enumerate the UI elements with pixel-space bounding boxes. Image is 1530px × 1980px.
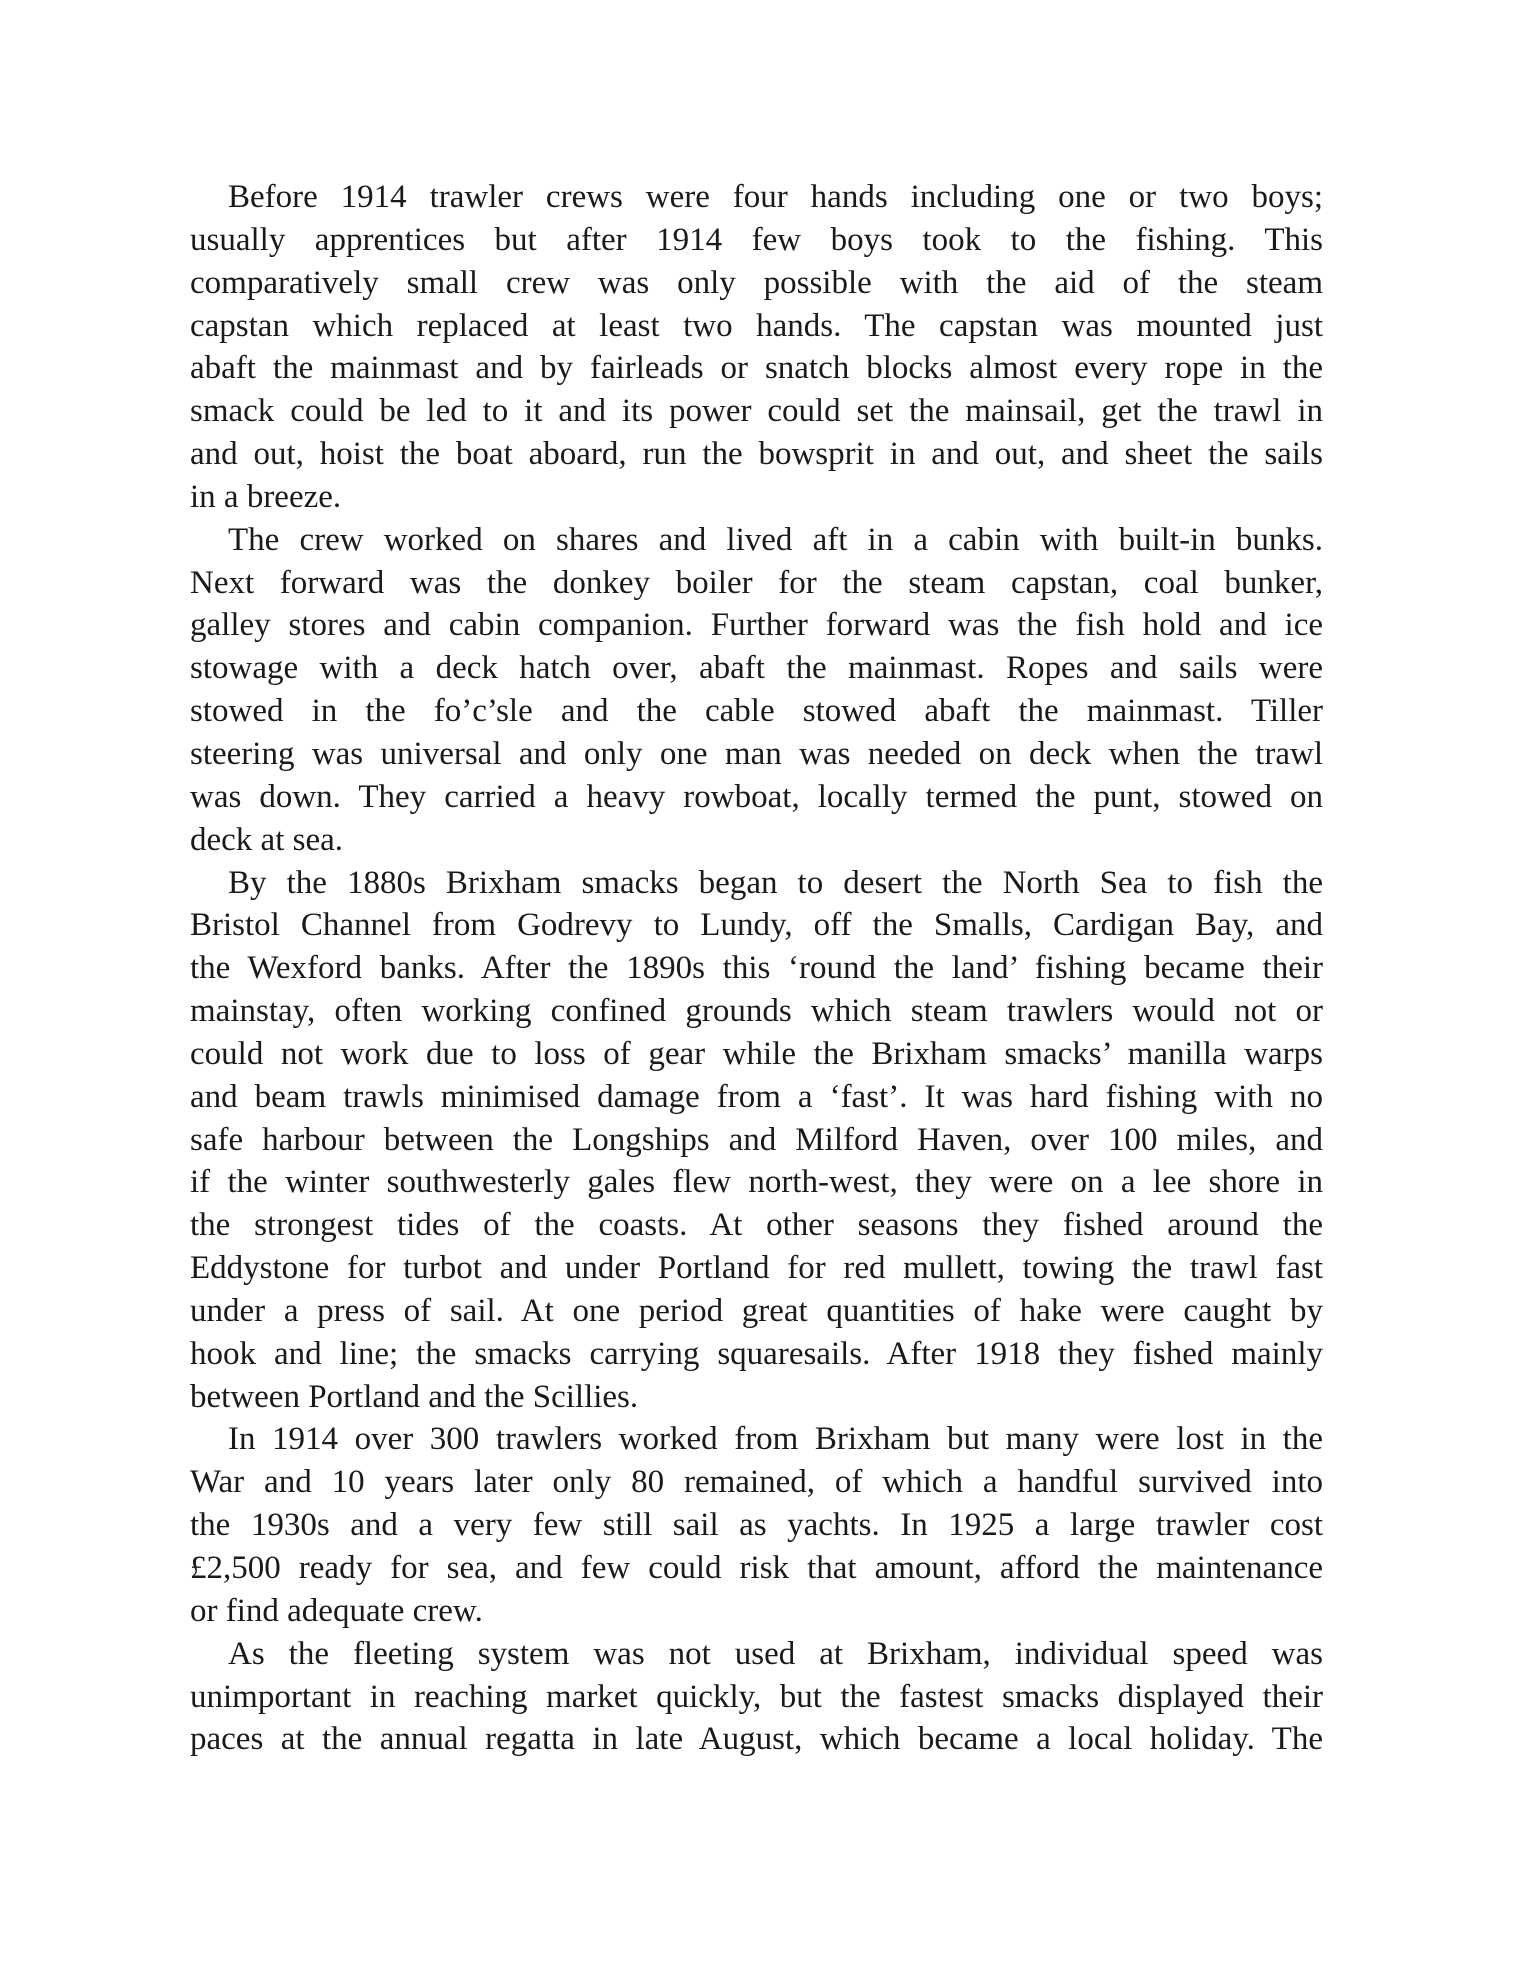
text-line: usually apprentices but after 1914 few boys took to the fishing. This <box>190 221 1323 258</box>
text-line: the Wexford banks. After the 1890s this ‘round the land’ fishing became their <box>190 950 1323 987</box>
text-line: The crew worked on shares and lived aft in a cabin with built-in bunks. <box>228 521 1323 558</box>
text-line: abaft the mainmast and by fairleads or snatch blocks almost every rope in the <box>190 350 1323 387</box>
paragraph <box>190 519 1323 862</box>
text-line: deck at sea. <box>190 821 343 858</box>
text-line: In 1914 over 300 trawlers worked from Brixham but many were lost in the <box>228 1421 1323 1458</box>
page-body <box>190 176 1323 1761</box>
text-line: was down. They carried a heavy rowboat, locally termed the punt, stowed on <box>190 778 1323 815</box>
text-line: stowed in the fo’c’sle and the cable stowed abaft the mainmast. Tiller <box>190 693 1323 730</box>
text-line: safe harbour between the Longships and Milford Haven, over 100 miles, and <box>190 1121 1323 1158</box>
text-line: comparatively small crew was only possible with the aid of the steam <box>190 264 1323 301</box>
text-line: Eddystone for turbot and under Portland for red mullett, towing the trawl fast <box>190 1250 1323 1287</box>
text-line: stowage with a deck hatch over, abaft the mainmast. Ropes and sails were <box>190 650 1323 687</box>
paragraph <box>190 176 1323 519</box>
text-line: if the winter southwesterly gales flew north-west, they were on a lee shore in <box>190 1164 1323 1201</box>
text-line: mainstay, often working confined grounds which steam trawlers would not or <box>190 993 1323 1030</box>
text-line: hook and line; the smacks carrying squaresails. After 1918 they fished mainly <box>190 1335 1323 1372</box>
paragraph <box>190 1418 1323 1632</box>
text-line: under a press of sail. At one period great quantities of hake were caught by <box>190 1292 1323 1329</box>
text-line: paces at the annual regatta in late August, which became a local holiday. The <box>190 1721 1323 1758</box>
text-line: galley stores and cabin companion. Further forward was the fish hold and ice <box>190 607 1323 644</box>
text-line: and out, hoist the boat aboard, run the bowsprit in and out, and sheet the sails <box>190 436 1323 473</box>
paragraph <box>190 1633 1323 1762</box>
text-line: By the 1880s Brixham smacks began to desert the North Sea to fish the <box>228 864 1323 901</box>
text-line: £2,500 ready for sea, and few could risk that amount, afford the maintenance <box>190 1550 1323 1586</box>
text-line: unimportant in reaching market quickly, but the fastest smacks displayed their <box>190 1678 1323 1715</box>
text-line: the strongest tides of the coasts. At other seasons they fished around the <box>190 1207 1323 1244</box>
text-line: smack could be led to it and its power could set the mainsail, get the trawl in <box>190 393 1323 430</box>
text-line: Before 1914 trawler crews were four hands including one or two boys; <box>228 179 1323 215</box>
text-line: capstan which replaced at least two hands. The capstan was mounted just <box>190 307 1323 344</box>
text-line: War and 10 years later only 80 remained, of which a handful survived into <box>190 1464 1323 1501</box>
text-line: Bristol Channel from Godrevy to Lundy, off the Smalls, Cardigan Bay, and <box>190 907 1323 944</box>
text-line: in a breeze. <box>190 478 342 515</box>
text-line: or find adequate crew. <box>190 1592 483 1629</box>
text-line: As the fleeting system was not used at Brixham, individual speed was <box>228 1635 1323 1672</box>
text-line: the 1930s and a very few still sail as yachts. In 1925 a large trawler cost <box>190 1507 1323 1544</box>
text-line: could not work due to loss of gear while the Brixham smacks’ manilla warps <box>190 1035 1323 1072</box>
text-line: between Portland and the Scillies. <box>190 1378 639 1415</box>
text-line: and beam trawls minimised damage from a ‘fast’. It was hard fishing with no <box>190 1078 1323 1115</box>
text-line: Next forward was the donkey boiler for the steam capstan, coal bunker, <box>190 564 1323 601</box>
paragraph <box>190 862 1323 1419</box>
text-line: steering was universal and only one man was needed on deck when the trawl <box>190 735 1323 772</box>
